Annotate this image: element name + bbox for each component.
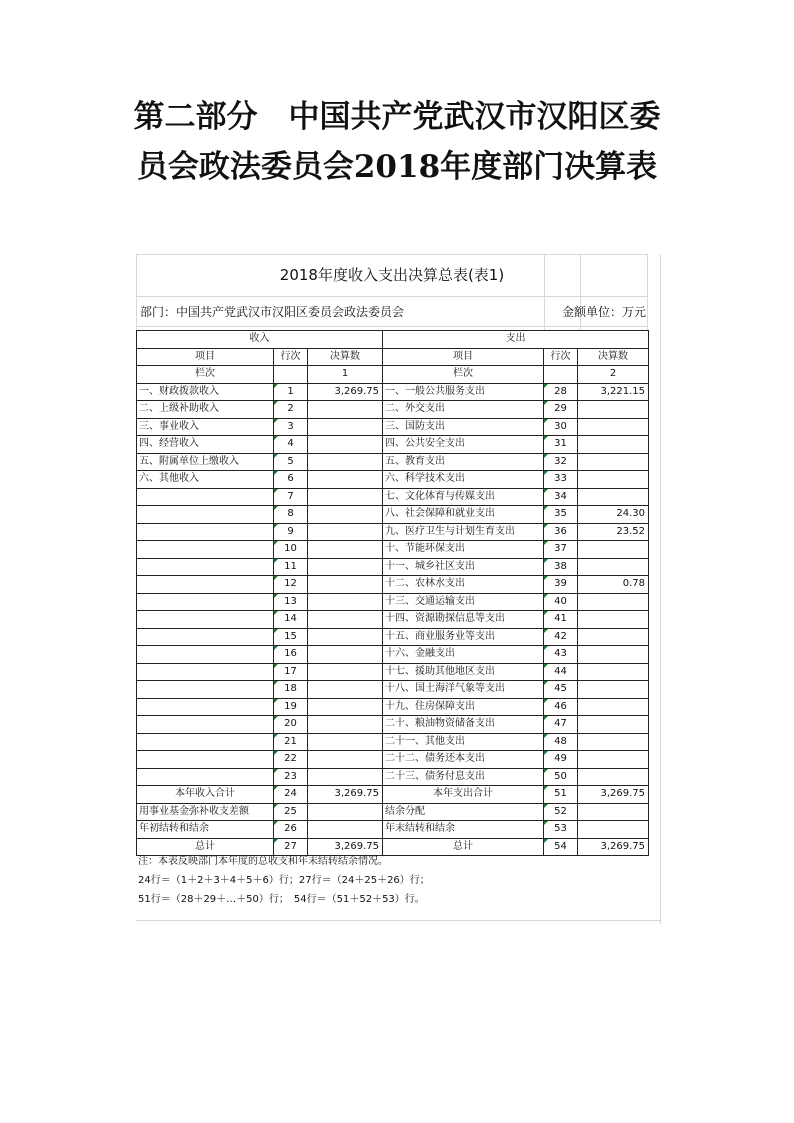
expense-amount-cell bbox=[578, 628, 649, 646]
income-item-cell: 四、经营收入 bbox=[137, 436, 274, 454]
table-row bbox=[137, 698, 649, 716]
expense-item-cell: 六、科学技术支出 bbox=[383, 471, 544, 489]
expense-amount-cell: 3,269.75 bbox=[578, 786, 649, 804]
expense-item-cell: 十三、交通运输支出 bbox=[383, 593, 544, 611]
income-line-no-cell: 3 bbox=[274, 418, 308, 436]
expense-item-cell: 十五、商业服务业等支出 bbox=[383, 628, 544, 646]
table-row bbox=[137, 453, 649, 471]
expense-line-no-cell: 37 bbox=[544, 541, 578, 559]
table-row bbox=[137, 506, 649, 524]
income-item-cell: 年初结转和结余 bbox=[137, 821, 274, 839]
expense-section-header: 支出 bbox=[383, 331, 649, 349]
income-line-no-cell: 9 bbox=[274, 523, 308, 541]
note-line: 51行＝（28＋29＋…＋50）行； 54行＝（51＋52＋53）行。 bbox=[138, 894, 425, 905]
expense-item-cell: 总计 bbox=[383, 838, 544, 856]
column-header-row bbox=[137, 348, 649, 366]
table-row bbox=[137, 593, 649, 611]
income-section-header: 收入 bbox=[137, 331, 383, 349]
income-item-cell bbox=[137, 523, 274, 541]
income-amount-cell bbox=[308, 471, 383, 489]
expense-item-cell: 结余分配 bbox=[383, 803, 544, 821]
income-item-cell: 五、附属单位上缴收入 bbox=[137, 453, 274, 471]
expense-amount-cell bbox=[578, 453, 649, 471]
expense-amount-cell bbox=[578, 751, 649, 769]
expense-line-no-cell: 30 bbox=[544, 418, 578, 436]
expense-line-no-cell: 42 bbox=[544, 628, 578, 646]
expense-item-cell: 年末结转和结余 bbox=[383, 821, 544, 839]
expense-column-label: 栏次 bbox=[383, 366, 544, 384]
expense-item-cell: 本年支出合计 bbox=[383, 786, 544, 804]
expense-item-cell: 五、教育支出 bbox=[383, 453, 544, 471]
department-label: 部门：中国共产党武汉市汉阳区委员会政法委员会 bbox=[140, 305, 405, 319]
income-amount-cell bbox=[308, 418, 383, 436]
expense-amount-cell bbox=[578, 733, 649, 751]
income-line-no-cell: 22 bbox=[274, 751, 308, 769]
income-amount-cell bbox=[308, 681, 383, 699]
expense-line-no-cell: 50 bbox=[544, 768, 578, 786]
expense-amount-cell bbox=[578, 488, 649, 506]
expense-item-cell: 十七、援助其他地区支出 bbox=[383, 663, 544, 681]
expense-amount-cell: 3,269.75 bbox=[578, 838, 649, 856]
table-row bbox=[137, 383, 649, 401]
income-amount-cell: 3,269.75 bbox=[308, 838, 383, 856]
income-item-cell: 二、上级补助收入 bbox=[137, 401, 274, 419]
expense-amount-cell bbox=[578, 611, 649, 629]
income-amount-cell bbox=[308, 453, 383, 471]
expense-line-no-cell: 43 bbox=[544, 646, 578, 664]
income-amount-cell bbox=[308, 716, 383, 734]
expense-line-no-cell: 45 bbox=[544, 681, 578, 699]
income-item-cell bbox=[137, 663, 274, 681]
expense-amount-cell bbox=[578, 471, 649, 489]
expense-item-cell: 二十三、债务付息支出 bbox=[383, 768, 544, 786]
expense-item-cell: 二十一、其他支出 bbox=[383, 733, 544, 751]
income-amount-cell bbox=[308, 576, 383, 594]
income-line-no-cell: 16 bbox=[274, 646, 308, 664]
income-amount-cell bbox=[308, 628, 383, 646]
expense-amount-cell bbox=[578, 593, 649, 611]
expense-amount-cell bbox=[578, 698, 649, 716]
income-line-no-cell: 19 bbox=[274, 698, 308, 716]
income-line-no-cell: 15 bbox=[274, 628, 308, 646]
expense-line-no-cell: 47 bbox=[544, 716, 578, 734]
income-amount-cell bbox=[308, 541, 383, 559]
expense-item-cell: 四、公共安全支出 bbox=[383, 436, 544, 454]
expense-item-cell: 十九、住房保障支出 bbox=[383, 698, 544, 716]
page-title bbox=[0, 92, 794, 192]
expense-line-no-cell: 32 bbox=[544, 453, 578, 471]
income-line-no-cell: 11 bbox=[274, 558, 308, 576]
expense-amount-cell: 23.52 bbox=[578, 523, 649, 541]
income-item-cell: 本年收入合计 bbox=[137, 786, 274, 804]
income-line-no-cell: 5 bbox=[274, 453, 308, 471]
income-amount-cell bbox=[308, 593, 383, 611]
income-line-no-cell: 8 bbox=[274, 506, 308, 524]
expense-line-no-cell: 46 bbox=[544, 698, 578, 716]
expense-line-no-cell: 31 bbox=[544, 436, 578, 454]
income-line-no-cell: 18 bbox=[274, 681, 308, 699]
expense-line-no-header: 行次 bbox=[544, 348, 578, 366]
expense-amount-cell bbox=[578, 681, 649, 699]
unit-label: 金额单位：万元 bbox=[561, 305, 646, 319]
table-row bbox=[137, 628, 649, 646]
sheet-title: 2018年度收入支出决算总表(表1) bbox=[279, 266, 505, 284]
income-amount-cell bbox=[308, 506, 383, 524]
income-item-cell bbox=[137, 506, 274, 524]
income-line-no-cell: 14 bbox=[274, 611, 308, 629]
expense-line-no-cell: 39 bbox=[544, 576, 578, 594]
expense-line-no-cell: 48 bbox=[544, 733, 578, 751]
income-item-cell bbox=[137, 681, 274, 699]
expense-amount-cell: 24.30 bbox=[578, 506, 649, 524]
summary-row bbox=[137, 786, 649, 804]
table-row bbox=[137, 733, 649, 751]
expense-amount-cell bbox=[578, 401, 649, 419]
income-amount-cell: 3,269.75 bbox=[308, 786, 383, 804]
expense-amount-cell bbox=[578, 663, 649, 681]
expense-line-no-cell: 28 bbox=[544, 383, 578, 401]
table-row bbox=[137, 436, 649, 454]
income-item-cell: 一、财政拨款收入 bbox=[137, 383, 274, 401]
expense-line-no-cell: 36 bbox=[544, 523, 578, 541]
expense-line-no-cell: 38 bbox=[544, 558, 578, 576]
income-line-no-cell: 24 bbox=[274, 786, 308, 804]
income-line-no-cell: 10 bbox=[274, 541, 308, 559]
table-row bbox=[137, 488, 649, 506]
income-amount-cell bbox=[308, 611, 383, 629]
income-item-cell: 总计 bbox=[137, 838, 274, 856]
expense-item-cell: 二十、粮油物资储备支出 bbox=[383, 716, 544, 734]
table-row bbox=[137, 471, 649, 489]
income-amount-cell bbox=[308, 733, 383, 751]
income-item-header: 项目 bbox=[137, 348, 274, 366]
expense-column-label-blank bbox=[544, 366, 578, 384]
income-item-cell bbox=[137, 768, 274, 786]
table-row bbox=[137, 681, 649, 699]
expense-amount-cell: 3,221.15 bbox=[578, 383, 649, 401]
income-line-no-cell: 26 bbox=[274, 821, 308, 839]
expense-line-no-cell: 33 bbox=[544, 471, 578, 489]
income-amount-cell bbox=[308, 698, 383, 716]
table-row bbox=[137, 541, 649, 559]
income-line-no-cell: 20 bbox=[274, 716, 308, 734]
expense-amount-cell bbox=[578, 768, 649, 786]
expense-amount-cell bbox=[578, 541, 649, 559]
expense-amount-cell: 0.78 bbox=[578, 576, 649, 594]
table-row bbox=[137, 611, 649, 629]
income-item-cell bbox=[137, 751, 274, 769]
income-column-label: 栏次 bbox=[137, 366, 274, 384]
table-row bbox=[137, 523, 649, 541]
expense-amount-header: 决算数 bbox=[578, 348, 649, 366]
income-amount-cell: 3,269.75 bbox=[308, 383, 383, 401]
table-row bbox=[137, 576, 649, 594]
income-amount-cell bbox=[308, 803, 383, 821]
expense-item-cell: 十八、国土海洋气象等支出 bbox=[383, 681, 544, 699]
income-line-no-cell: 4 bbox=[274, 436, 308, 454]
column-label-row bbox=[137, 366, 649, 384]
income-amount-cell bbox=[308, 558, 383, 576]
income-amount-cell bbox=[308, 768, 383, 786]
expense-item-cell: 八、社会保障和就业支出 bbox=[383, 506, 544, 524]
income-item-cell: 三、事业收入 bbox=[137, 418, 274, 436]
income-item-cell bbox=[137, 646, 274, 664]
expense-item-cell: 七、文化体育与传媒支出 bbox=[383, 488, 544, 506]
income-item-cell bbox=[137, 698, 274, 716]
income-amount-cell bbox=[308, 646, 383, 664]
income-item-cell: 六、其他收入 bbox=[137, 471, 274, 489]
income-item-cell bbox=[137, 558, 274, 576]
budget-table bbox=[136, 330, 649, 856]
income-amount-cell bbox=[308, 821, 383, 839]
income-item-cell bbox=[137, 576, 274, 594]
expense-line-no-cell: 29 bbox=[544, 401, 578, 419]
page-title-line-1: 第二部分 中国共产党武汉市汉阳区委 bbox=[133, 99, 661, 135]
expense-item-cell: 十二、农林水支出 bbox=[383, 576, 544, 594]
expense-line-no-cell: 35 bbox=[544, 506, 578, 524]
table-row bbox=[137, 558, 649, 576]
expense-item-header: 项目 bbox=[383, 348, 544, 366]
table-row bbox=[137, 663, 649, 681]
table-row bbox=[137, 646, 649, 664]
income-item-cell bbox=[137, 488, 274, 506]
income-amount-cell bbox=[308, 401, 383, 419]
note-line: 24行＝（1＋2＋3＋4＋5＋6）行；27行＝（24＋25＋26）行； bbox=[138, 875, 430, 886]
table-row bbox=[137, 716, 649, 734]
expense-line-no-cell: 40 bbox=[544, 593, 578, 611]
section-header-row bbox=[137, 331, 649, 349]
income-line-no-cell: 2 bbox=[274, 401, 308, 419]
expense-item-cell: 十一、城乡社区支出 bbox=[383, 558, 544, 576]
income-line-no-cell: 7 bbox=[274, 488, 308, 506]
table-row bbox=[137, 418, 649, 436]
expense-line-no-cell: 44 bbox=[544, 663, 578, 681]
expense-item-cell: 十、节能环保支出 bbox=[383, 541, 544, 559]
expense-line-no-cell: 52 bbox=[544, 803, 578, 821]
notes bbox=[138, 852, 648, 909]
income-item-cell bbox=[137, 541, 274, 559]
income-item-cell bbox=[137, 593, 274, 611]
expense-amount-cell bbox=[578, 716, 649, 734]
income-line-no-header: 行次 bbox=[274, 348, 308, 366]
meta-row bbox=[136, 302, 648, 322]
income-line-no-cell: 25 bbox=[274, 803, 308, 821]
expense-item-cell: 十六、金融支出 bbox=[383, 646, 544, 664]
income-amount-cell bbox=[308, 488, 383, 506]
income-item-cell bbox=[137, 716, 274, 734]
income-amount-cell bbox=[308, 436, 383, 454]
expense-amount-cell bbox=[578, 436, 649, 454]
expense-amount-cell bbox=[578, 646, 649, 664]
income-column-number: 1 bbox=[308, 366, 383, 384]
income-line-no-cell: 6 bbox=[274, 471, 308, 489]
expense-amount-cell bbox=[578, 418, 649, 436]
page-title-line-2: 员会政法委员会2018年度部门决算表 bbox=[136, 149, 658, 185]
expense-item-cell: 一、一般公共服务支出 bbox=[383, 383, 544, 401]
income-item-cell: 用事业基金弥补收支差额 bbox=[137, 803, 274, 821]
note-line: 注：本表反映部门本年度的总收支和年末结转结余情况。 bbox=[138, 856, 388, 867]
expense-amount-cell bbox=[578, 803, 649, 821]
expense-item-cell: 十四、资源勘探信息等支出 bbox=[383, 611, 544, 629]
expense-line-no-cell: 54 bbox=[544, 838, 578, 856]
expense-line-no-cell: 41 bbox=[544, 611, 578, 629]
expense-item-cell: 二十二、债务还本支出 bbox=[383, 751, 544, 769]
income-amount-header: 决算数 bbox=[308, 348, 383, 366]
income-amount-cell bbox=[308, 663, 383, 681]
income-line-no-cell: 23 bbox=[274, 768, 308, 786]
expense-line-no-cell: 53 bbox=[544, 821, 578, 839]
expense-amount-cell bbox=[578, 821, 649, 839]
expense-line-no-cell: 51 bbox=[544, 786, 578, 804]
income-item-cell bbox=[137, 733, 274, 751]
table-row bbox=[137, 751, 649, 769]
income-line-no-cell: 21 bbox=[274, 733, 308, 751]
table-row bbox=[137, 401, 649, 419]
income-amount-cell bbox=[308, 751, 383, 769]
income-line-no-cell: 13 bbox=[274, 593, 308, 611]
expense-item-cell: 九、医疗卫生与计划生育支出 bbox=[383, 523, 544, 541]
expense-item-cell: 三、国防支出 bbox=[383, 418, 544, 436]
income-line-no-cell: 27 bbox=[274, 838, 308, 856]
table-row bbox=[137, 768, 649, 786]
income-item-cell bbox=[137, 611, 274, 629]
income-line-no-cell: 12 bbox=[274, 576, 308, 594]
income-amount-cell bbox=[308, 523, 383, 541]
expense-item-cell: 二、外交支出 bbox=[383, 401, 544, 419]
expense-amount-cell bbox=[578, 558, 649, 576]
summary-row bbox=[137, 821, 649, 839]
income-column-label-blank bbox=[274, 366, 308, 384]
summary-row bbox=[137, 803, 649, 821]
income-line-no-cell: 1 bbox=[274, 383, 308, 401]
income-line-no-cell: 17 bbox=[274, 663, 308, 681]
expense-column-number: 2 bbox=[578, 366, 649, 384]
income-item-cell bbox=[137, 628, 274, 646]
expense-line-no-cell: 49 bbox=[544, 751, 578, 769]
expense-line-no-cell: 34 bbox=[544, 488, 578, 506]
